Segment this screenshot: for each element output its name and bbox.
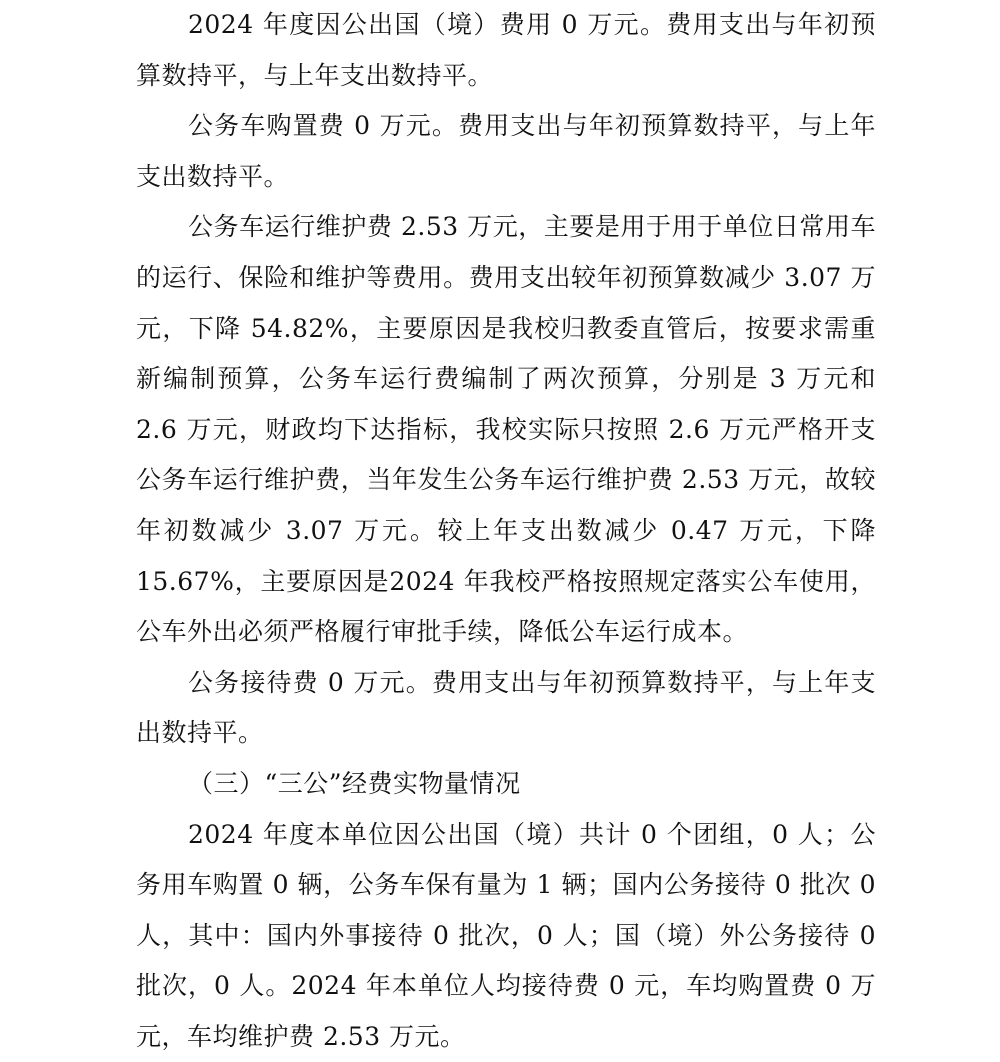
section-heading: （三）“三公”经费实物量情况 (136, 759, 876, 810)
paragraph-overseas-travel-cost: 2024 年度因公出国（境）费用 0 万元。费用支出与年初预算数持平，与上年支出数持平。 (136, 0, 876, 101)
paragraph-vehicle-purchase-cost: 公务车购置费 0 万元。费用支出与年初预算数持平，与上年支出数持平。 (136, 101, 876, 202)
paragraph-vehicle-maintenance-cost: 公务车运行维护费 2.53 万元，主要是用于用于单位日常用车的运行、保险和维护等费用。费用支出较年初预算数减少 3.07 万元，下降 54.82%，主要原因是我校归教委直管后，按要求需重新编制预算，公务车运行费编制了两次预算，分别是 3 万元和 2.6 万元，财政均下达指标，我校实际只按照 2.6 万元严格开支公务车运行维护费，当年发生公务车运行维护费 2.53 万元，故较年初数减少 3.07 万元。较上年支出数减少 0.47 万元，下降 15.67%，主要原因是2024 年我校严格按照规定落实公车使用，公车外出必须严格履行审批手续，降低公车运行成本。 (136, 202, 876, 657)
paragraph-physical-quantity: 2024 年度本单位因公出国（境）共计 0 个团组，0 人；公务用车购置 0 辆，公务车保有量为 1 辆；国内公务接待 0 批次 0 人，其中：国内外事接待 0 批次，0 人；国（境）外公务接待 0 批次，0 人。2024 年本单位人均接待费 0 元，车均购置费 0 万元，车均维护费 2.53 万元。 (136, 810, 876, 1062)
document-page (136, 0, 876, 1062)
paragraph-reception-cost: 公务接待费 0 万元。费用支出与年初预算数持平，与上年支出数持平。 (136, 658, 876, 759)
